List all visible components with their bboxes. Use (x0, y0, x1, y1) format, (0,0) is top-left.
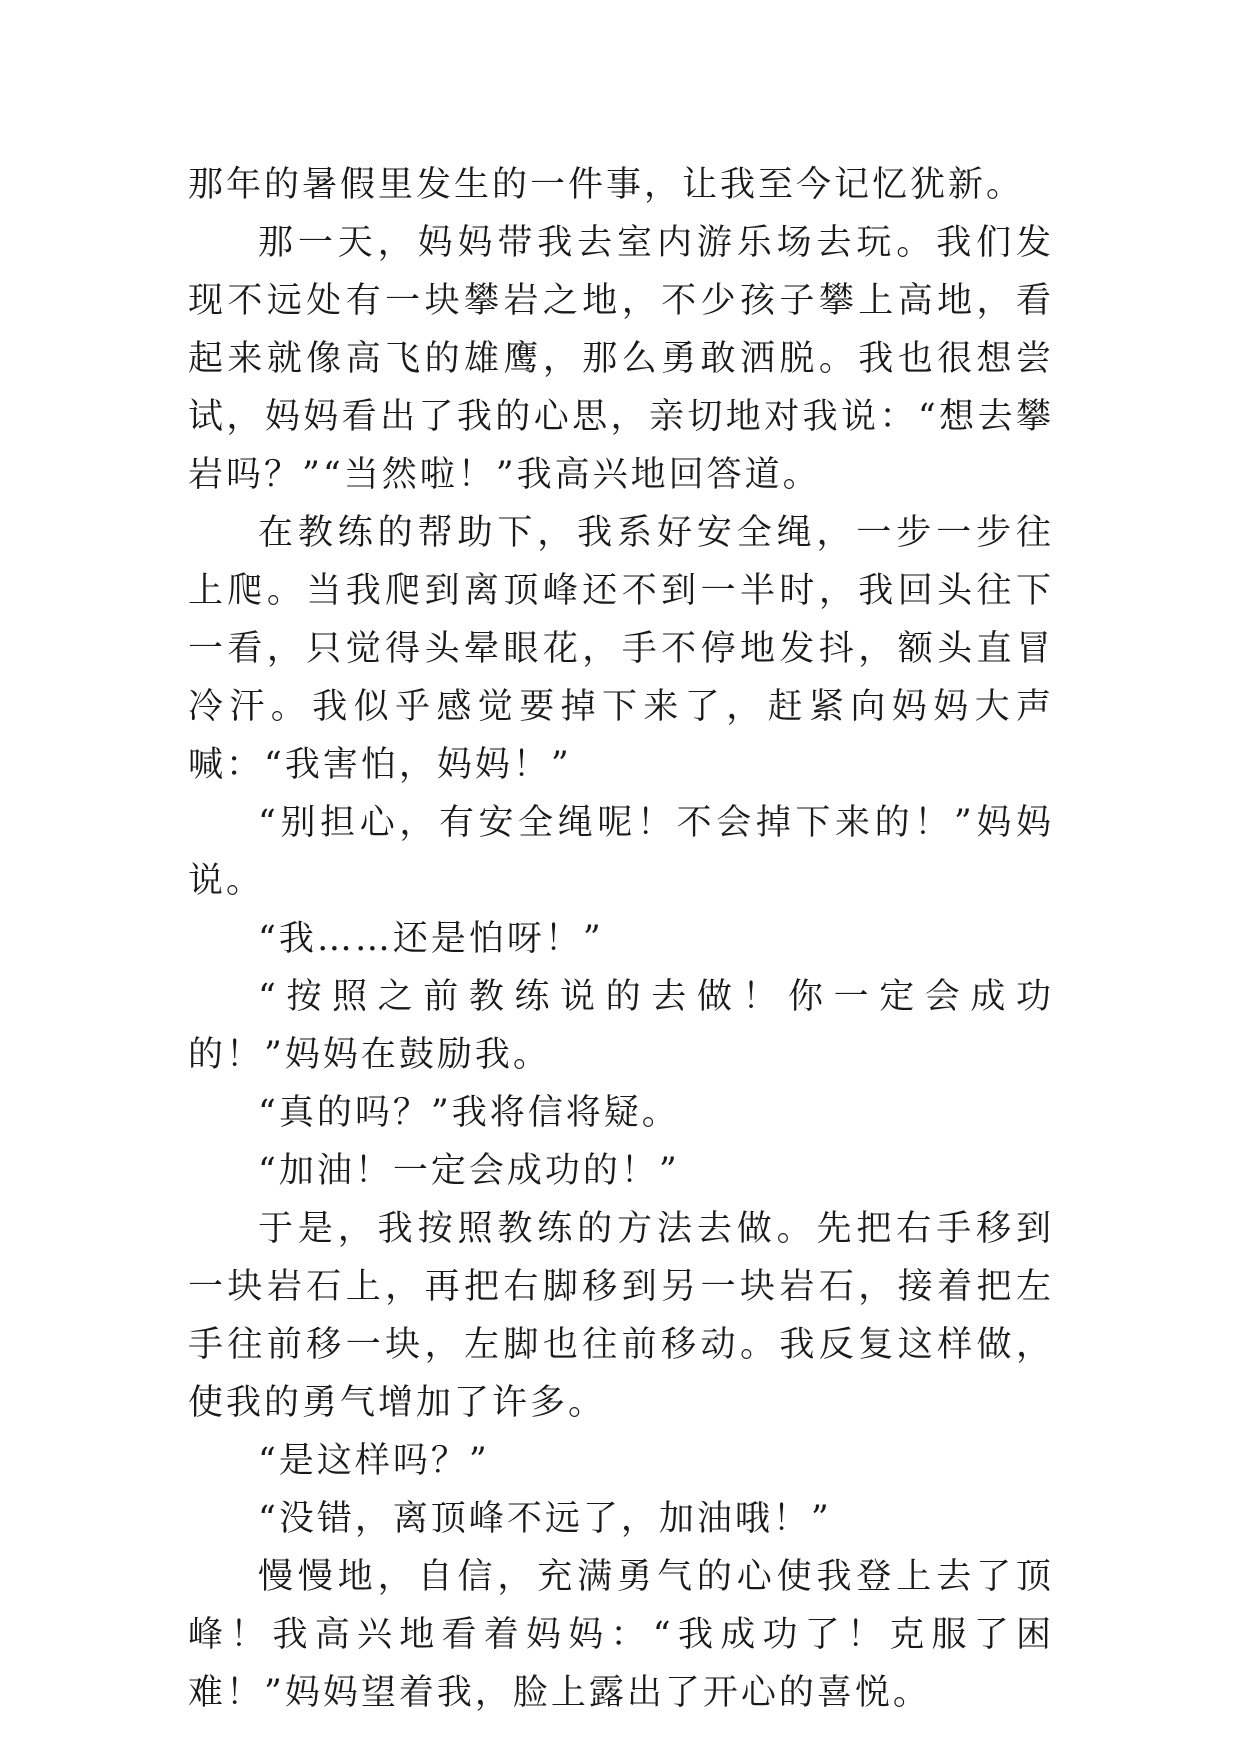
paragraph-11: “没错，离顶峰不远了，加油哦！” (258, 1499, 832, 1539)
paragraph-7: “真的吗？”我将信将疑。 (258, 1093, 680, 1133)
body-text (188, 156, 1054, 1722)
paragraph-10: “是这样吗？” (258, 1441, 490, 1481)
paragraph-6: “按照之前教练说的去做！你一定会成功的！”妈妈在鼓励我。 (188, 977, 1054, 1075)
paragraph-9: 于是，我按照教练的方法去做。先把右手移到一块岩石上，再把右脚移到另一块岩石，接着把左手往前移一块，左脚也往前移动。我反复这样做，使我的勇气增加了许多。 (188, 1209, 1054, 1423)
paragraph-8: “加油！一定会成功的！” (258, 1151, 680, 1191)
paragraph-2: 那一天，妈妈带我去室内游乐场去玩。我们发现不远处有一块攀岩之地，不少孩子攀上高地，看起来就像高飞的雄鹰，那么勇敢洒脱。我也很想尝试，妈妈看出了我的心思，亲切地对我说：“想去攀岩吗？”“当然啦！”我高兴地回答道。 (188, 223, 1054, 495)
paragraph-3: 在教练的帮助下，我系好安全绳，一步一步往上爬。当我爬到离顶峰还不到一半时，我回头往下一看，只觉得头晕眼花，手不停地发抖，额头直冒冷汗。我似乎感觉要掉下来了，赶紧向妈妈大声喊：“我害怕，妈妈！” (188, 513, 1054, 785)
paragraph-12: 慢慢地，自信，充满勇气的心使我登上去了顶峰！我高兴地看着妈妈：“我成功了！克服了困难！”妈妈望着我，脸上露出了开心的喜悦。 (188, 1557, 1054, 1713)
paragraph-4: “别担心，有安全绳呢！不会掉下来的！”妈妈说。 (188, 803, 1054, 901)
paragraph-5: “我……还是怕呀！” (258, 919, 604, 959)
paragraph-1: 那年的暑假里发生的一件事，让我至今记忆犹新。 (188, 165, 1025, 205)
